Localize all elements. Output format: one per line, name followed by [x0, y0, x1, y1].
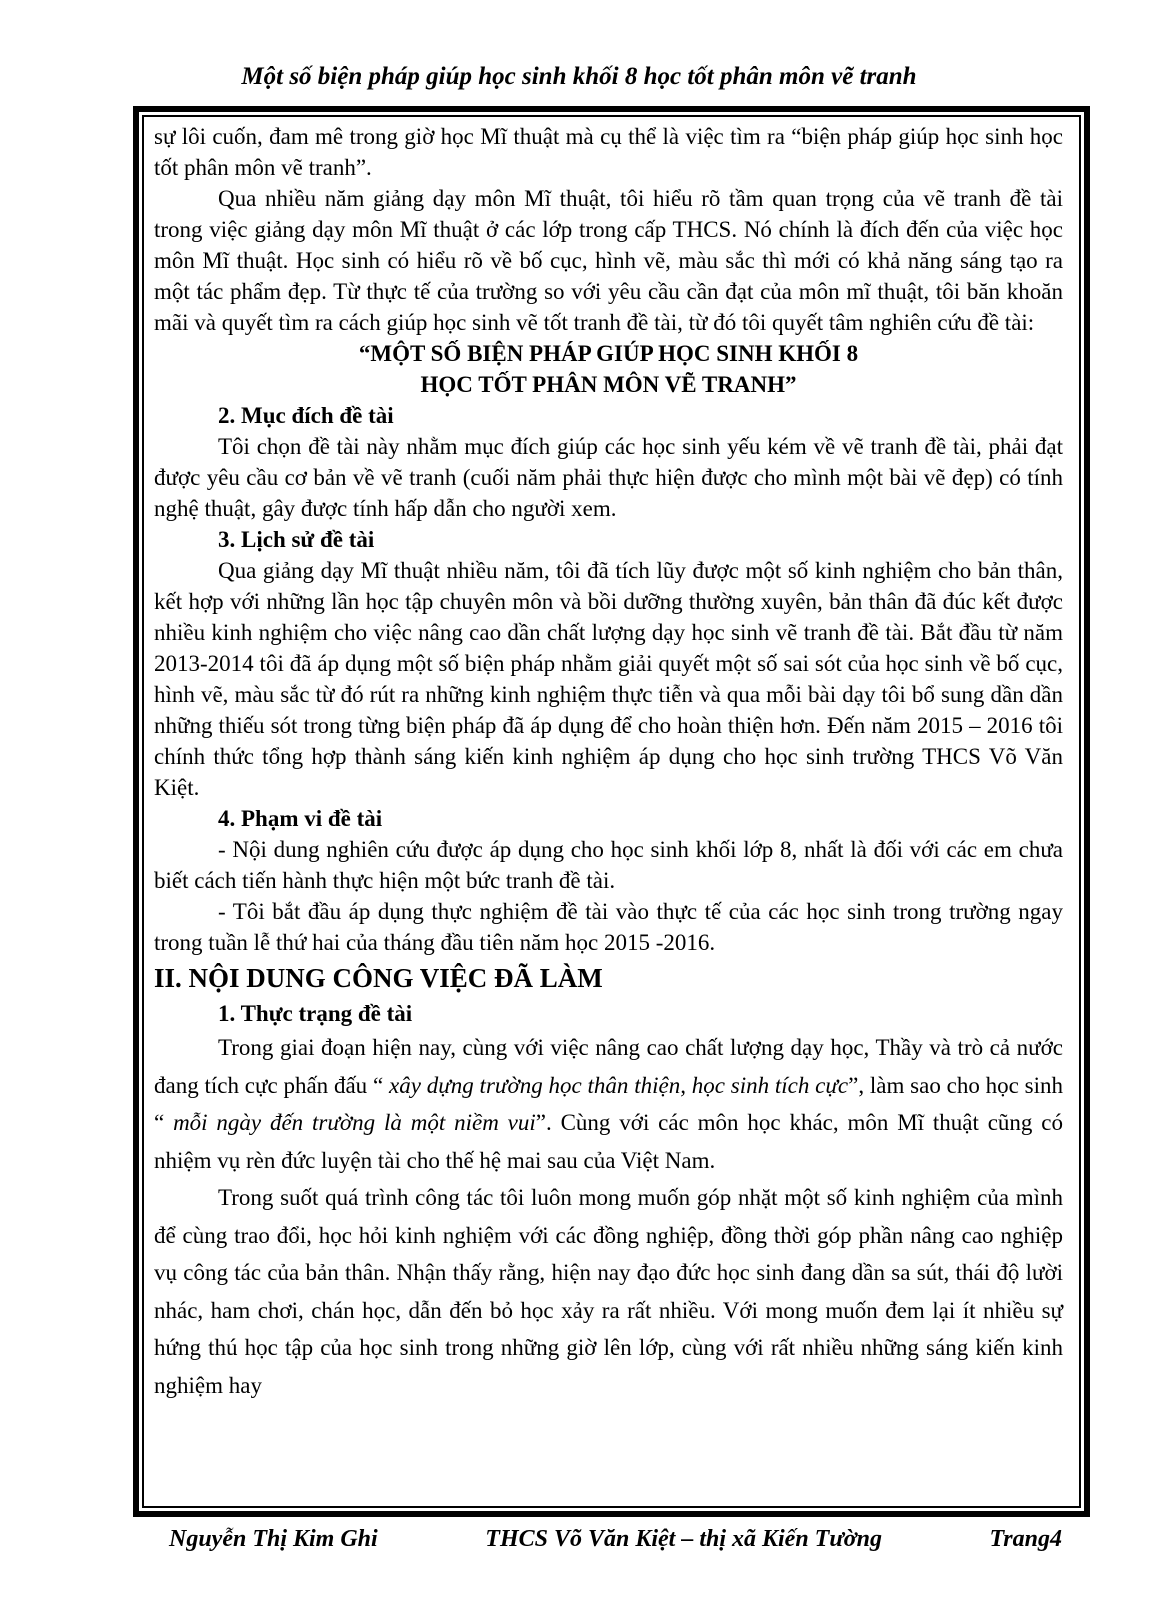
page-footer	[133, 1526, 1090, 1553]
paragraph-pham-vi-2: - Tôi bắt đầu áp dụng thực nghiệm đề tài vào thực tế của các học sinh trong trường ngay trong tuần lễ thứ hai của tháng đầu tiên năm học 2015 -2016.	[154, 899, 1063, 955]
paragraph-pham-vi-1: - Nội dung nghiên cứu được áp dụng cho học sinh khối lớp 8, nhất là đối với các em chưa biết cách tiến hành thực hiện một bức tranh đề tài.	[154, 837, 1063, 893]
main-title-line-1: “MỘT SỐ BIỆN PHÁP GIÚP HỌC SINH KHỐI 8	[358, 341, 859, 366]
heading-thuc-trang: 1. Thực trạng đề tài	[218, 1001, 413, 1026]
footer-school: THCS Võ Văn Kiệt – thị xã Kiến Tường	[485, 1526, 882, 1552]
heading-muc-dich: 2. Mục đích đề tài	[218, 403, 394, 428]
continuation-paragraph: sự lôi cuốn, đam mê trong giờ học Mĩ thuật mà cụ thể là việc tìm ra “biện pháp giúp học sinh học tốt phân môn vẽ tranh”.	[154, 124, 1063, 180]
heading-pham-vi: 4. Phạm vi đề tài	[218, 806, 383, 831]
page-header-title: Một số biện pháp giúp học sinh khối 8 học tốt phân môn vẽ tranh	[241, 63, 917, 90]
intro-paragraph: Qua nhiều năm giảng dạy môn Mĩ thuật, tôi hiểu rõ tầm quan trọng của vẽ tranh đề tài trong việc giảng dạy môn Mĩ thuật ở các lớp trong cấp THCS. Nó chính là đích đến của việc học môn Mĩ thuật. Học sinh có hiểu rõ về bố cục, hình vẽ, màu sắc thì mới có khả năng sáng tạo ra một tác phẩm đẹp. Từ thực tế của trường so với yêu cầu cần đạt của môn mĩ thuật, tôi băn khoăn mãi và quyết tìm ra cách giúp học sinh vẽ tốt tranh đề tài, từ đó tôi quyết tâm nghiên cứu đề tài:	[154, 186, 1063, 335]
footer-page-number: Trang4	[989, 1526, 1062, 1552]
footer-author: Nguyễn Thị Kim Ghi	[169, 1526, 378, 1552]
paragraph-lich-su: Qua giảng dạy Mĩ thuật nhiều năm, tôi đã tích lũy được một số kinh nghiệm cho bản thân, kết hợp với những lần học tập chuyên môn và bồi dưỡng thường xuyên, bản thân đã đúc kết được nhiều kinh nghiệm cho việc nâng cao dần chất lượng dạy học sinh vẽ tranh đề tài. Bắt đầu từ năm 2013-2014 tôi đã áp dụng một số biện pháp nhằm giải quyết một số sai sót của học sinh về bố cục, hình vẽ, màu sắc từ đó rút ra những kinh nghiệm thực tiễn và qua mỗi bài dạy tôi bổ sung dần dần những thiếu sót trong từng biện pháp đã áp dụng để cho hoàn thiện hơn. Đến năm 2015 – 2016 tôi chính thức tổng hợp thành sáng kiến kinh nghiệm áp dụng cho học sinh trường THCS Võ Văn Kiệt.	[154, 558, 1063, 800]
main-title-line-2: HỌC TỐT PHÂN MÔN VẼ TRANH”	[420, 372, 797, 397]
content-area	[142, 115, 1081, 1508]
heading-lich-su: 3. Lịch sử đề tài	[218, 527, 375, 552]
paragraph-muc-dich: Tôi chọn đề tài này nhằm mục đích giúp các học sinh yếu kém về vẽ tranh đề tài, phải đạt được yêu cầu cơ bản về vẽ tranh (cuối năm phải thực hiện được cho mình một bài vẽ đẹp) có tính nghệ thuật, gây được tính hấp dẫn cho người xem.	[154, 434, 1063, 521]
section-heading-noi-dung: II. NỘI DUNG CÔNG VIỆC ĐÃ LÀM	[154, 963, 603, 993]
paragraph-thuc-trang-2: Trong suốt quá trình công tác tôi luôn mong muốn góp nhặt một số kinh nghiệm của mình để cùng trao đổi, học hỏi kinh nghiệm với các đồng nghiệp, đồng thời góp phần nâng cao nghiệp vụ công tác của bản thân. Nhận thấy rằng, hiện nay đạo đức học sinh đang dần sa sút, thái độ lười nhác, ham chơi, chán học, dẫn đến bỏ học xảy ra rất nhiều. Với mong muốn đem lại ít nhiều sự hứng thú học tập của học sinh trong những giờ lên lớp, cùng với rất nhiều những sáng kiến kinh nghiệm hay	[154, 1185, 1063, 1398]
paragraph-thuc-trang-1: Trong giai đoạn hiện nay, cùng với việc nâng cao chất lượng dạy học, Thầy và trò cả nước đang tích cực phấn đấu “ xây dựng trường học thân thiện, học sinh tích cực”, làm sao cho học sinh “ mỗi ngày đến trường là một niềm vui”. Cùng với các môn học khác, môn Mĩ thuật cũng có nhiệm vụ rèn đức luyện tài cho thế hệ mai sau của Việt Nam.	[154, 1035, 1063, 1173]
content-border-frame	[133, 106, 1090, 1517]
